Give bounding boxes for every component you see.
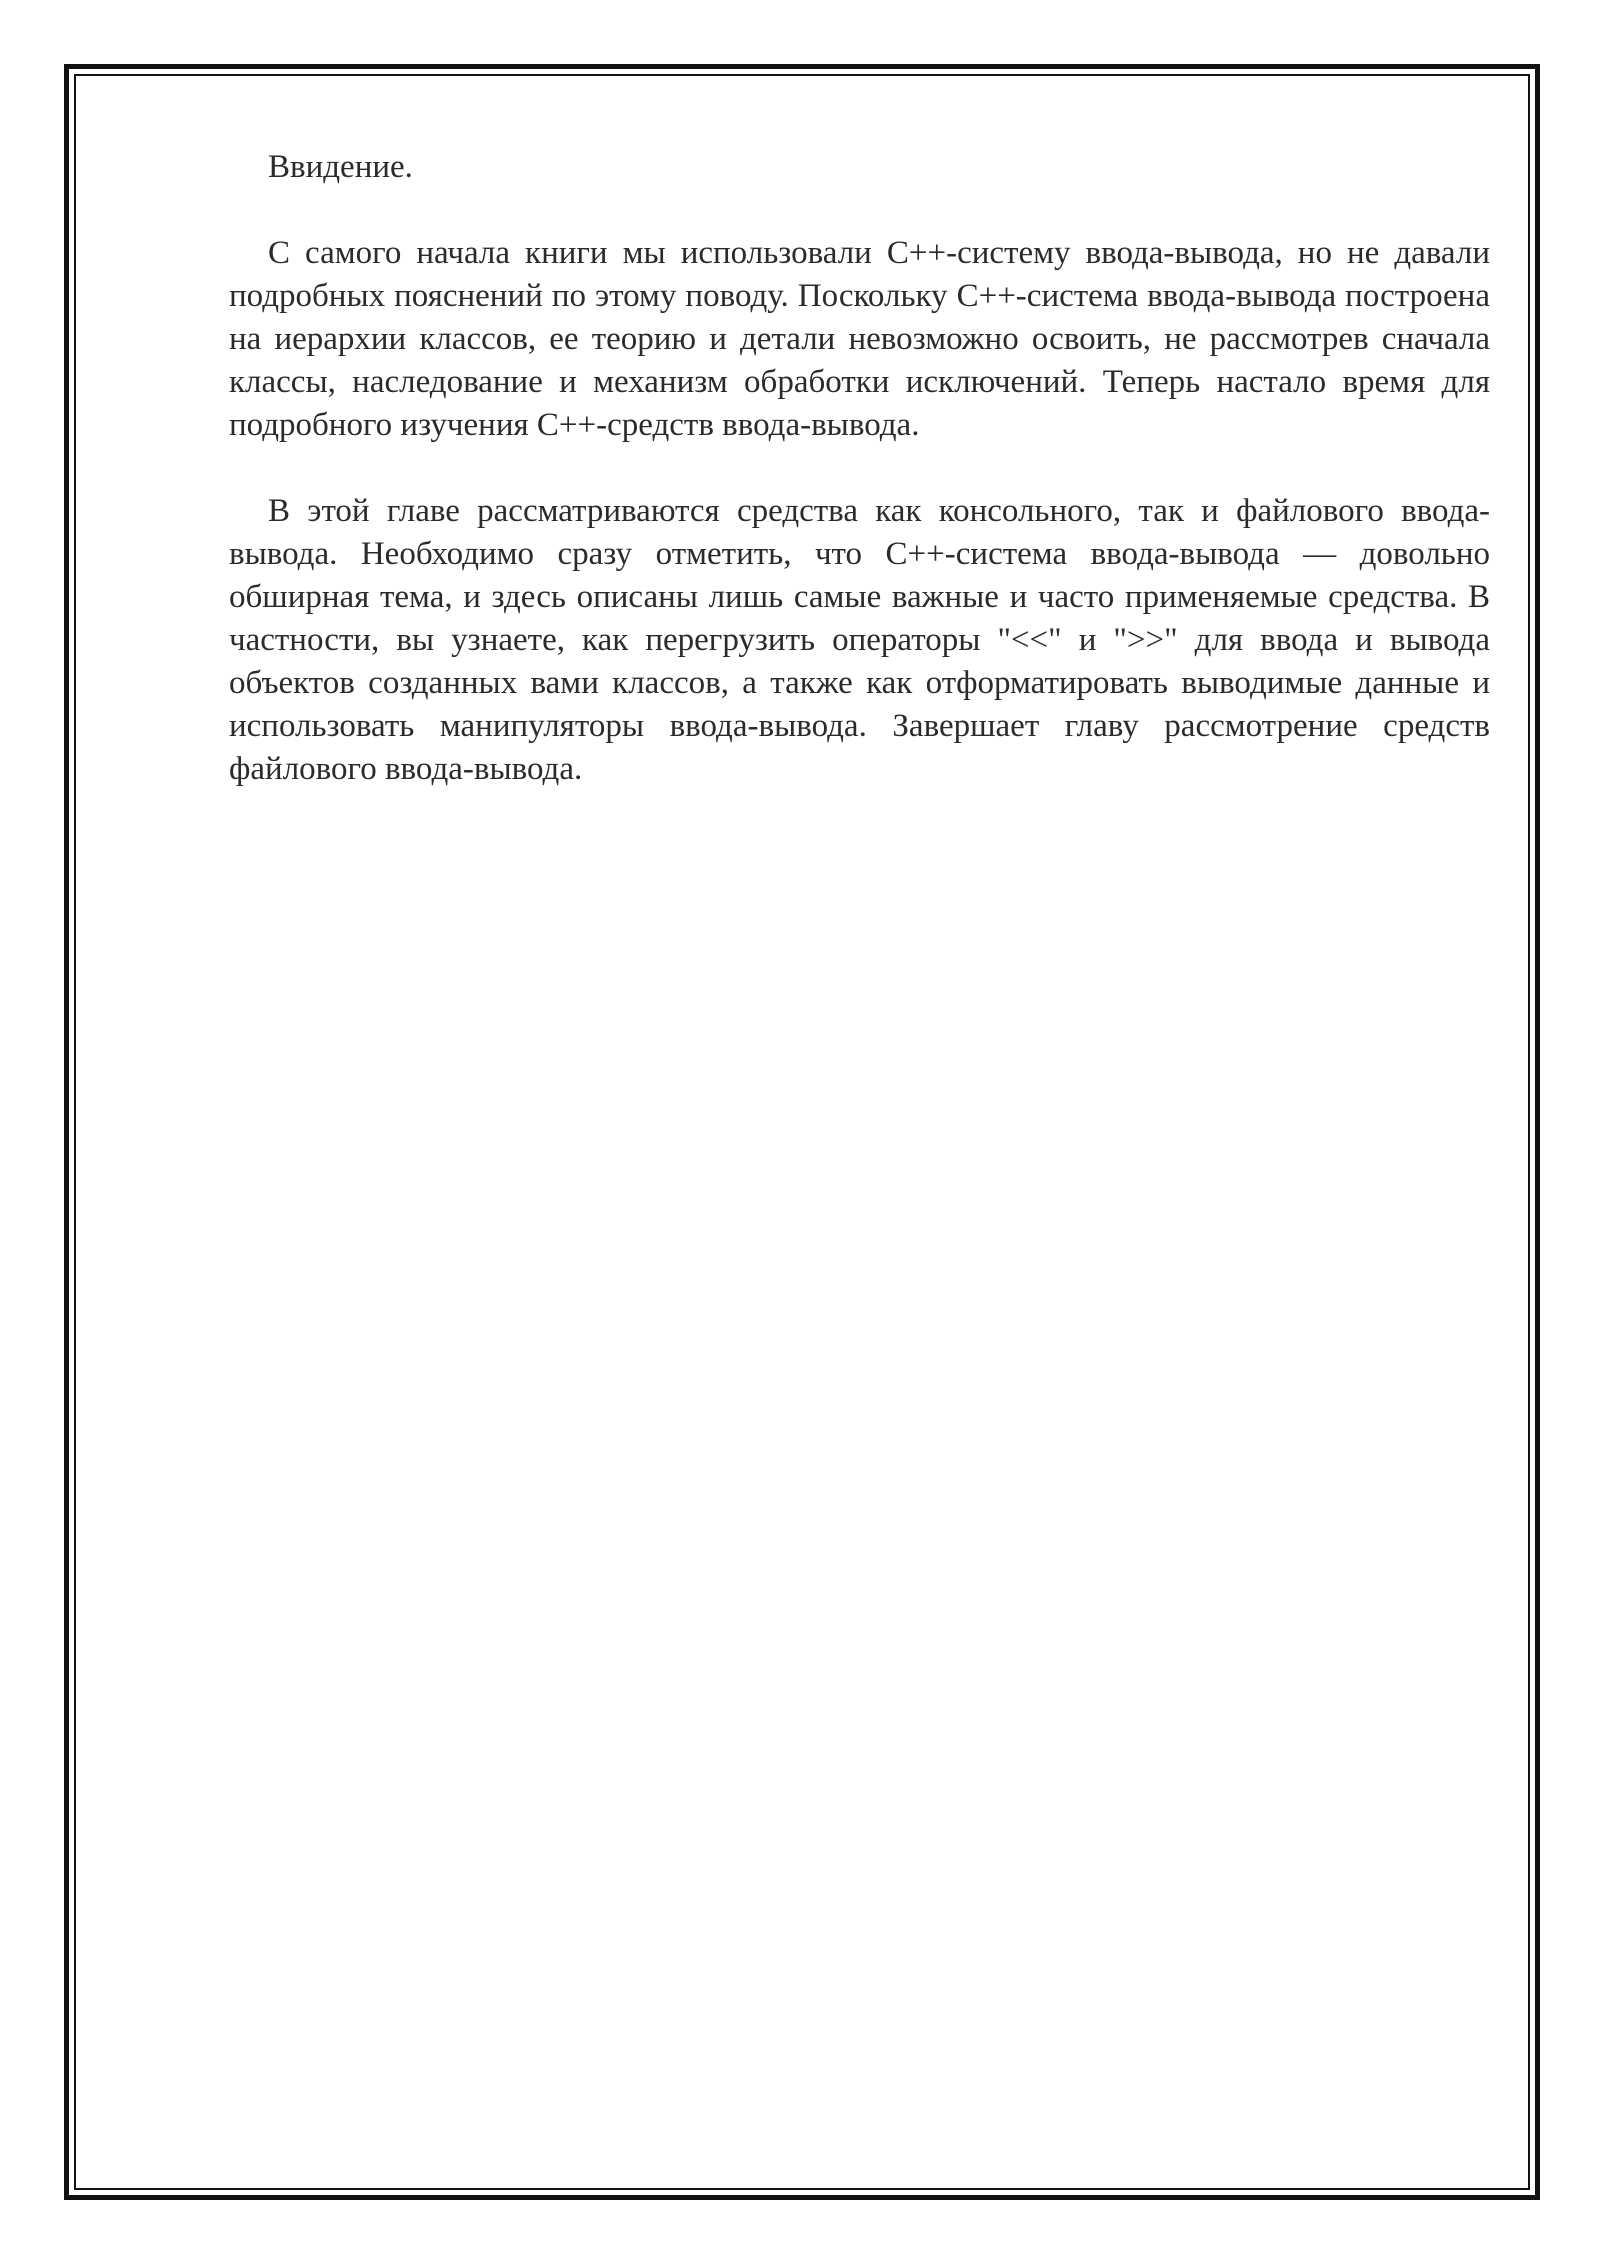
paragraph-chapter-overview: В этой главе рассматриваются средства как консольного, так и файлового ввода-вывода. Необходимо сразу отметить, что С++-система ввода-вывода — довольно обширная тема, и здесь описаны лишь самые важные и часто применяемые средства. В частности, вы узнаете, как перегрузить операторы "<<" и ">>" для ввода и вывода объектов созданных вами классов, а также как отформатировать выводимые данные и использовать манипуляторы ввода-вывода. Завершает главу рассмотрение средств файлового ввода-вывода. — [229, 493, 1490, 787]
document-body — [229, 146, 1490, 834]
section-heading: Ввидение. — [268, 149, 413, 185]
paragraph-intro: С самого начала книги мы использовали C++-систему ввода-вывода, но не давали подробных пояснений по этому поводу. Поскольку С++-система ввода-вывода построена на иерархии классов, ее теорию и детали невозможно освоить, не рассмотрев сначала классы, наследование и механизм обработки исключений. Теперь настало время для подробного изучения C++-средств ввода-вывода. — [229, 235, 1490, 443]
